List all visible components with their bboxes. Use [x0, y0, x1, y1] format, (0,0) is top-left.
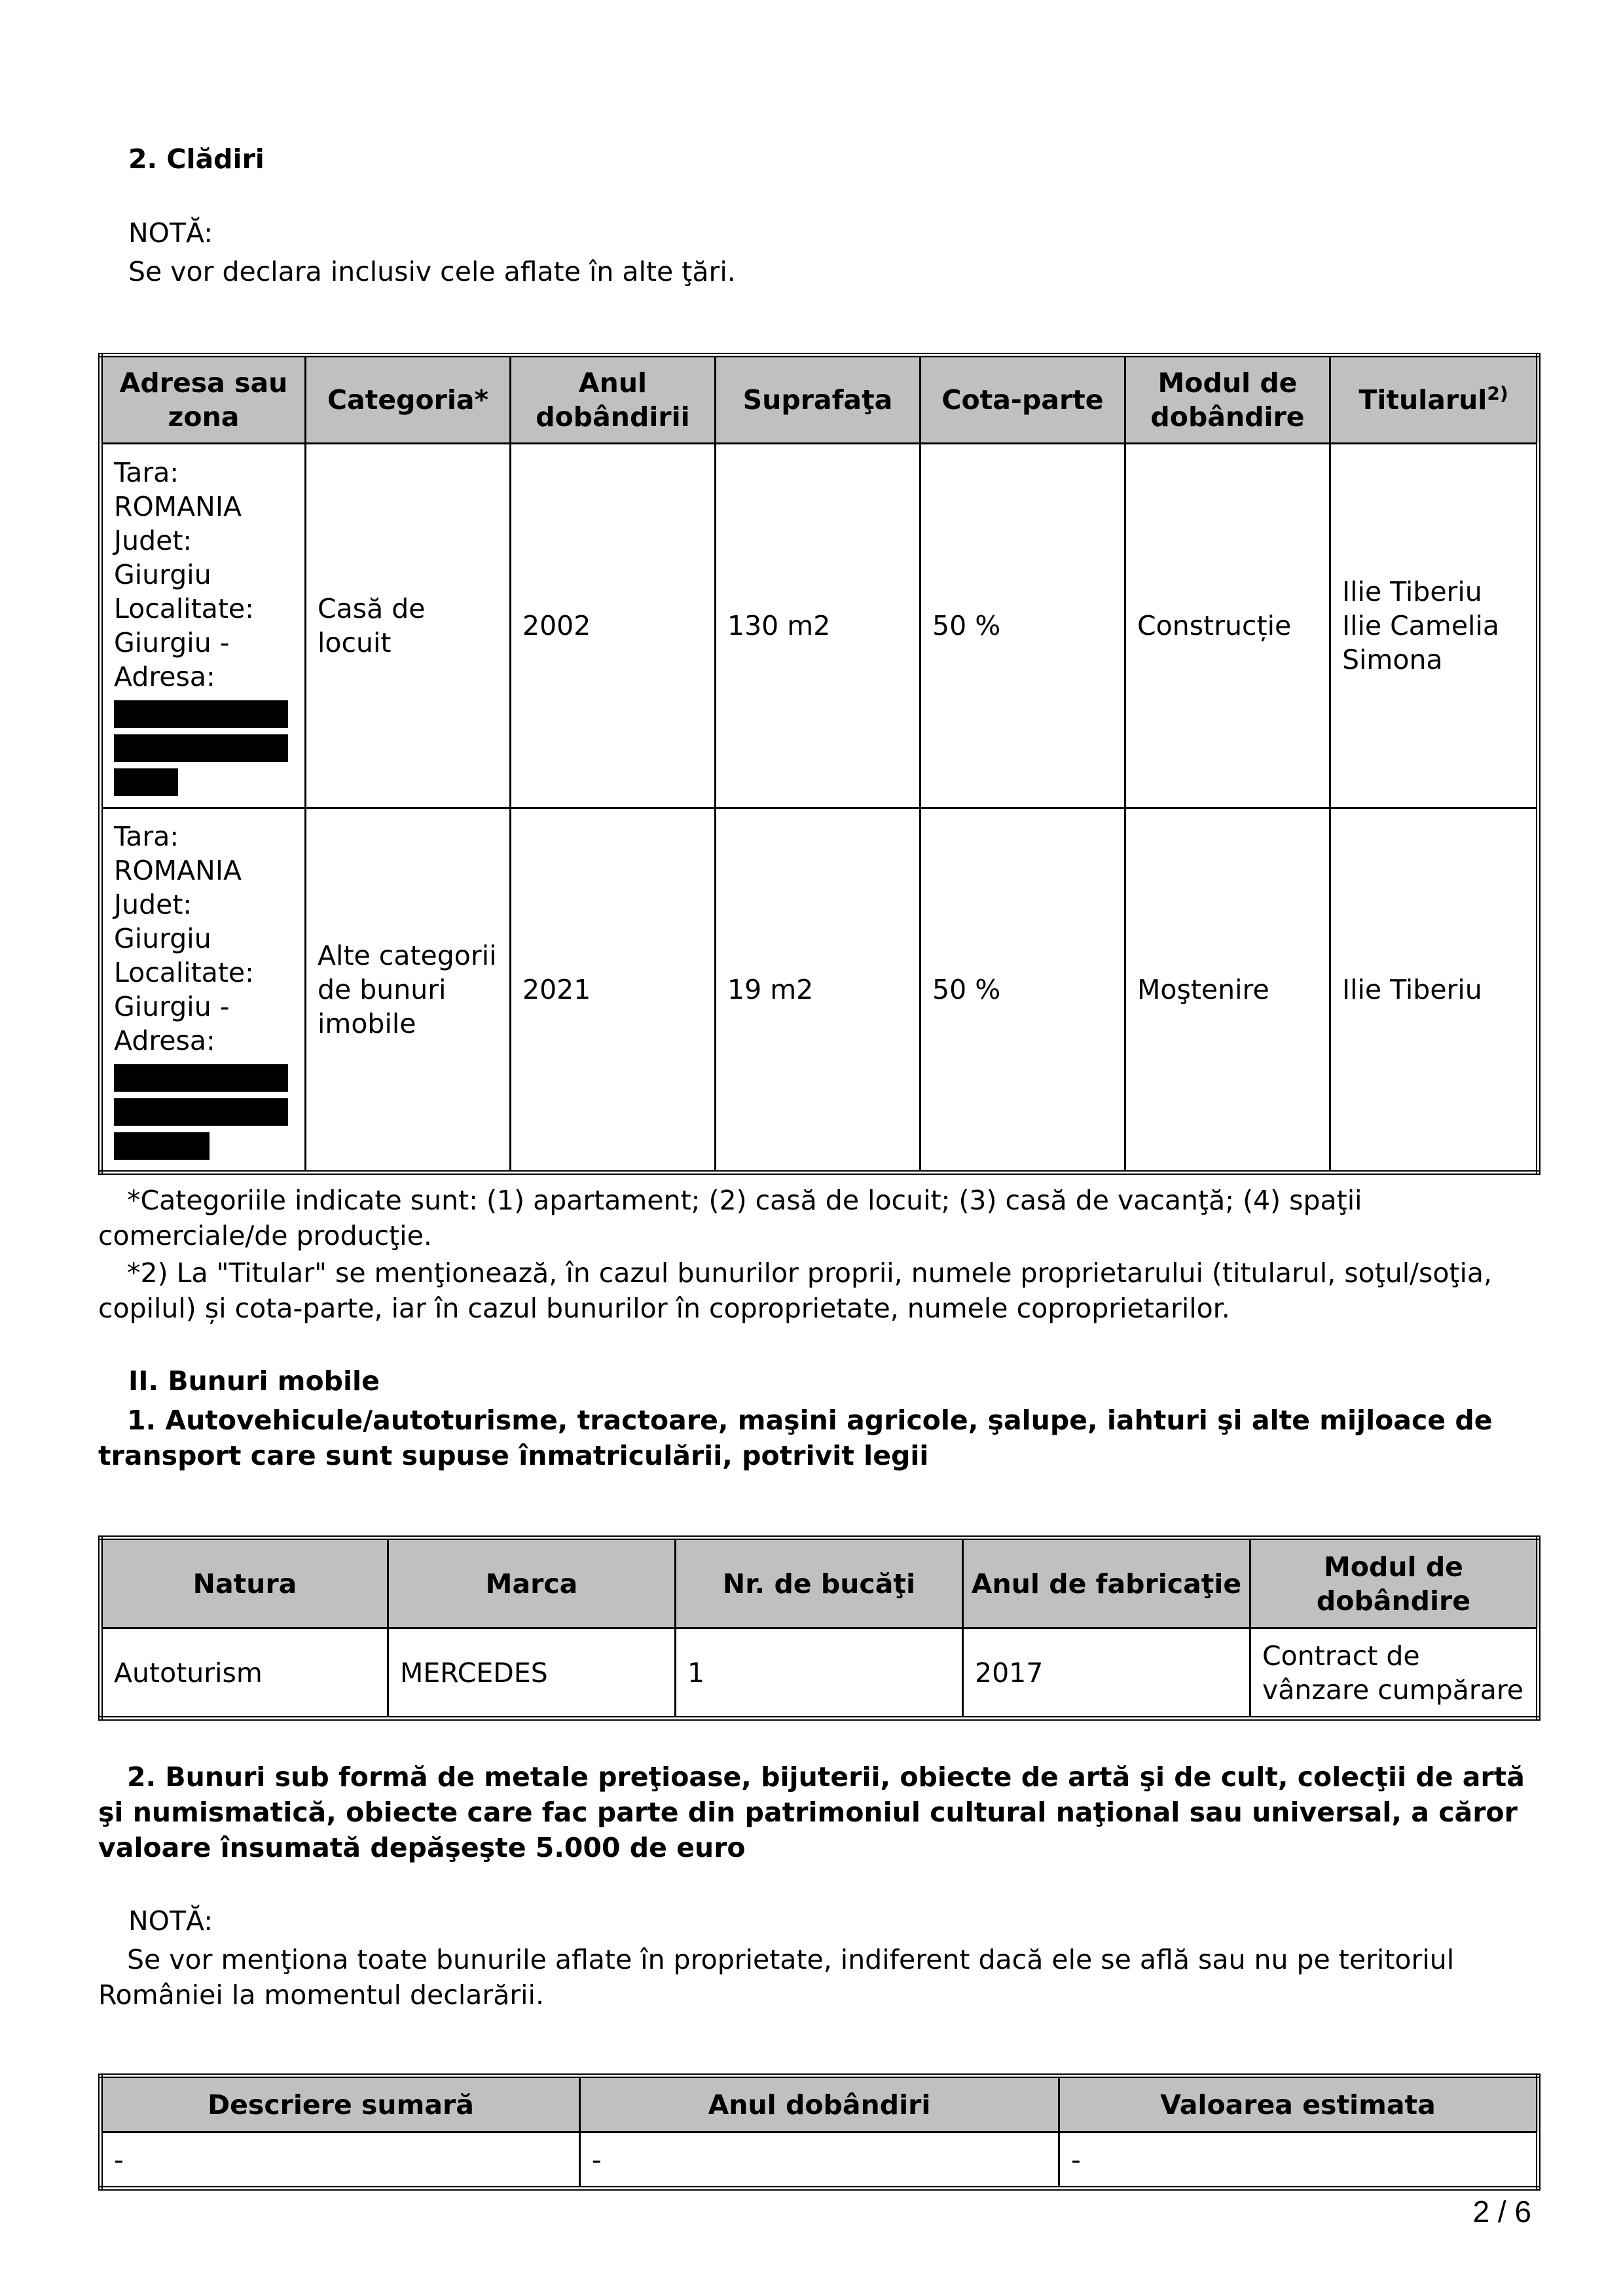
- owner-cell: Ilie Tiberiu: [1330, 808, 1539, 1172]
- brand-cell: MERCEDES: [388, 1628, 676, 1719]
- address-line: Giurgiu: [114, 558, 211, 590]
- area-cell: 130 m2: [716, 443, 921, 808]
- address-line: Judet:: [114, 524, 192, 556]
- vehicles-table: [98, 1535, 1541, 1721]
- count-cell: 1: [676, 1628, 963, 1719]
- address-line: Giurgiu: [114, 922, 211, 954]
- col-header-share: Cota-parte: [921, 355, 1125, 444]
- page-number: 2 / 6: [1472, 2195, 1531, 2229]
- year-cell: 2002: [511, 443, 716, 808]
- mode-cell: Construcție: [1125, 443, 1330, 808]
- address-line: Judet:: [114, 888, 192, 920]
- footnote-titular: *2) La "Titular" se menţionează, în cazul bunurilor proprii, numele proprietarului (titularul, soţul/soţia, copilul) și cota-parte, iar în cazul bunurilor în coproprietate, numele coproprietarilor.: [98, 1257, 1493, 1324]
- footnote-categories: *Categoriile indicate sunt: (1) apartament; (2) casă de locuit; (3) casă de vacanţă; (4) spaţii comerciale/de producţie.: [98, 1185, 1362, 1251]
- col-header-description: Descriere sumară: [101, 2076, 580, 2132]
- owner-header-sup: 2): [1487, 382, 1508, 404]
- year-cell: 2021: [511, 808, 716, 1172]
- col-header-year: Anul dobândiri: [580, 2076, 1059, 2132]
- col-header-mode: Modul de dobândire: [1125, 355, 1330, 444]
- redaction-bar: [114, 1064, 288, 1092]
- address-line: Giurgiu -: [114, 990, 230, 1022]
- col-header-owner: [1330, 355, 1539, 444]
- nature-cell: Autoturism: [101, 1628, 388, 1719]
- note-text: Se vor menţiona toate bunurile aflate în proprietate, indiferent dacă ele se află sau nu pe teritoriul României la momentul declarării.: [98, 1944, 1455, 2011]
- table-header-row: [101, 355, 1539, 444]
- redaction-bar: [114, 1098, 288, 1126]
- table-row: [101, 808, 1539, 1172]
- table-row: [101, 1628, 1539, 1719]
- col-header-category: Categoria*: [306, 355, 511, 444]
- address-line: Tara:: [114, 456, 179, 488]
- redaction-bar: [114, 700, 288, 728]
- year-cell: -: [580, 2132, 1059, 2189]
- redaction-bar: [114, 734, 288, 762]
- address-line: ROMANIA: [114, 854, 242, 886]
- section-heading-mobile: II. Bunuri mobile: [128, 1365, 380, 1397]
- valuables-table: [98, 2073, 1541, 2191]
- col-header-fabrication-year: Anul de fabricaţie: [963, 1538, 1250, 1628]
- mode-cell: Contract de vânzare cumpărare: [1250, 1628, 1539, 1719]
- table-row: [101, 2132, 1539, 2189]
- buildings-table: [98, 353, 1541, 1175]
- category-cell: Casă de locuit: [306, 443, 511, 808]
- col-header-nature: Natura: [101, 1538, 388, 1628]
- section-heading-cladiri: 2. Clădiri: [128, 143, 264, 175]
- col-header-area: Suprafaţa: [716, 355, 921, 444]
- address-line: Tara:: [114, 820, 179, 852]
- col-header-address: Adresa sau zona: [101, 355, 306, 444]
- col-header-brand: Marca: [388, 1538, 676, 1628]
- share-cell: 50 %: [921, 443, 1125, 808]
- col-header-count: Nr. de bucăţi: [676, 1538, 963, 1628]
- address-line: Adresa:: [114, 660, 215, 692]
- address-line: Giurgiu -: [114, 626, 230, 658]
- address-line: ROMANIA: [114, 490, 242, 522]
- category-cell: Alte categorii de bunuri imobile: [306, 808, 511, 1172]
- col-header-value: Valoarea estimata: [1059, 2076, 1539, 2132]
- redaction-bar: [114, 1132, 210, 1160]
- address-line: Adresa:: [114, 1024, 215, 1056]
- table-header-row: [101, 1538, 1539, 1628]
- address-line: Localitate:: [114, 592, 254, 624]
- note-text: Se vor declara inclusiv cele aflate în alte ţări.: [128, 256, 736, 287]
- table-row: [101, 443, 1539, 808]
- col-header-mode: Modul de dobândire: [1250, 1538, 1539, 1628]
- note-label: NOTĂ:: [128, 217, 213, 249]
- note-label: NOTĂ:: [128, 1905, 213, 1937]
- owner-cell: Ilie Tiberiu Ilie Camelia Simona: [1330, 443, 1539, 808]
- owner-header-label: Titularul: [1359, 384, 1487, 416]
- address-cell: [101, 808, 306, 1172]
- redaction-bar: [114, 768, 178, 796]
- subsection-valuables: 2. Bunuri sub formă de metale preţioase, bijuterii, obiecte de artă şi de cult, colecţii de artă şi numismatică, obiecte care fac parte din patrimoniul cultural naţional sau universal, a căror valoare însumată depăşeşte 5.000 de euro: [98, 1761, 1525, 1863]
- mode-cell: Moştenire: [1125, 808, 1330, 1172]
- address-line: Localitate:: [114, 956, 254, 988]
- subsection-vehicles: 1. Autovehicule/autoturisme, tractoare, maşini agricole, şalupe, iahturi şi alte mijloace de transport care sunt supuse înmatriculării, potrivit legii: [98, 1405, 1493, 1471]
- table-header-row: [101, 2076, 1539, 2132]
- description-cell: -: [101, 2132, 580, 2189]
- col-header-year: Anul dobândirii: [511, 355, 716, 444]
- share-cell: 50 %: [921, 808, 1125, 1172]
- address-cell: [101, 443, 306, 808]
- area-cell: 19 m2: [716, 808, 921, 1172]
- value-cell: -: [1059, 2132, 1539, 2189]
- fabrication-year-cell: 2017: [963, 1628, 1250, 1719]
